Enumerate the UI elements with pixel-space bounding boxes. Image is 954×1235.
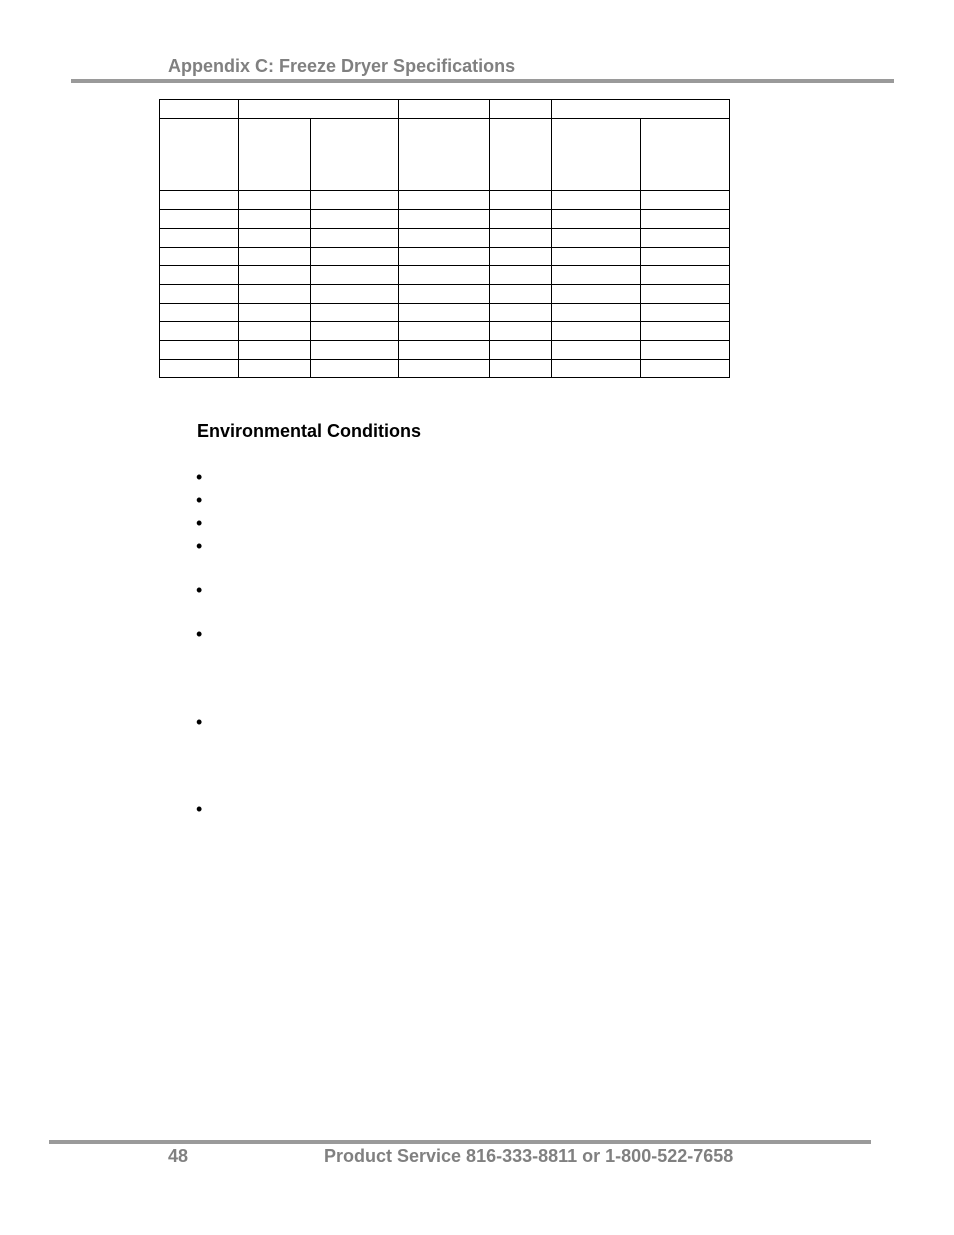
table-row [160, 210, 730, 229]
table-cell [641, 248, 730, 266]
table-subheader-cell [239, 119, 311, 191]
table-cell [641, 285, 730, 304]
bullet-point: • [196, 490, 203, 510]
table-cell [160, 285, 239, 304]
table-cell [490, 210, 552, 229]
table-subheader-cell [399, 119, 490, 191]
table-cell [160, 266, 239, 285]
table-cell [399, 191, 490, 210]
table-cell [311, 210, 399, 229]
table-row [160, 191, 730, 210]
table-header-cell [399, 100, 490, 119]
table-cell [552, 229, 641, 248]
table-cell [311, 360, 399, 378]
header-rule [71, 79, 894, 83]
table-cell [239, 304, 311, 322]
table-header-cell [490, 100, 552, 119]
table-cell [311, 322, 399, 341]
table-cell [239, 248, 311, 266]
table-header-cell [239, 100, 399, 119]
table-cell [399, 210, 490, 229]
table-cell [160, 304, 239, 322]
table-cell [552, 341, 641, 360]
table-cell [160, 248, 239, 266]
section-heading: Environmental Conditions [197, 421, 422, 441]
table-cell [490, 304, 552, 322]
table-cell [160, 360, 239, 378]
table-cell [239, 210, 311, 229]
bullet-point: • [196, 799, 203, 819]
table-cell [490, 341, 552, 360]
table-subheader-cell [160, 119, 239, 191]
table-cell [399, 248, 490, 266]
table-cell [552, 266, 641, 285]
product-service-contact: Product Service 816-333-8811 or 1-800-522-7658 [324, 1146, 734, 1166]
table-cell [239, 360, 311, 378]
table-cell [239, 341, 311, 360]
table-cell [490, 229, 552, 248]
table-cell [641, 360, 730, 378]
bullet-point: • [196, 580, 203, 600]
table-row [160, 229, 730, 248]
table-row [160, 285, 730, 304]
table-cell [399, 360, 490, 378]
table-row [160, 304, 730, 322]
table-cell [311, 266, 399, 285]
table-cell [311, 191, 399, 210]
table-cell [399, 304, 490, 322]
table-cell [641, 191, 730, 210]
table-header-cell [552, 100, 730, 119]
table-cell [490, 248, 552, 266]
table-cell [552, 322, 641, 341]
table-row [160, 360, 730, 378]
table-cell [399, 341, 490, 360]
bullet-point: • [196, 513, 203, 533]
table-cell [160, 341, 239, 360]
table-cell [552, 304, 641, 322]
table-cell [490, 191, 552, 210]
table-cell [641, 229, 730, 248]
table-cell [311, 229, 399, 248]
table-header-row [160, 100, 730, 119]
table-subheader-cell [490, 119, 552, 191]
table-cell [552, 210, 641, 229]
bullet-point: • [196, 467, 203, 487]
table-cell [552, 285, 641, 304]
table-cell [641, 266, 730, 285]
table-cell [641, 322, 730, 341]
bullet-point: • [196, 624, 203, 644]
table-subheader-row [160, 119, 730, 191]
table-cell [160, 322, 239, 341]
table-row [160, 248, 730, 266]
table-cell [399, 285, 490, 304]
running-header-title: Appendix C: Freeze Dryer Specifications [168, 56, 516, 76]
table-cell [490, 285, 552, 304]
table-cell [160, 229, 239, 248]
table-cell [552, 248, 641, 266]
table-subheader-cell [311, 119, 399, 191]
table-row [160, 341, 730, 360]
table-subheader-cell [552, 119, 641, 191]
page-number: 48 [168, 1146, 189, 1166]
table-cell [311, 285, 399, 304]
table-cell [490, 360, 552, 378]
table-header-cell [160, 100, 239, 119]
table-cell [552, 191, 641, 210]
table-cell [490, 322, 552, 341]
footer-rule [49, 1140, 871, 1144]
table-cell [399, 322, 490, 341]
table-cell [160, 210, 239, 229]
table-cell [311, 341, 399, 360]
table-cell [239, 229, 311, 248]
table-row [160, 266, 730, 285]
table-cell [160, 191, 239, 210]
bullet-point: • [196, 712, 203, 732]
table-cell [239, 266, 311, 285]
table-cell [239, 191, 311, 210]
table-cell [399, 266, 490, 285]
table-cell [239, 322, 311, 341]
table-cell [641, 304, 730, 322]
table-subheader-cell [641, 119, 730, 191]
table-row [160, 322, 730, 341]
table-cell [399, 229, 490, 248]
table-cell [552, 360, 641, 378]
table-cell [239, 285, 311, 304]
specifications-table [159, 99, 730, 378]
table-cell [311, 248, 399, 266]
table-cell [641, 341, 730, 360]
table-cell [641, 210, 730, 229]
bullet-point: • [196, 536, 203, 556]
table-cell [311, 304, 399, 322]
table-cell [490, 266, 552, 285]
